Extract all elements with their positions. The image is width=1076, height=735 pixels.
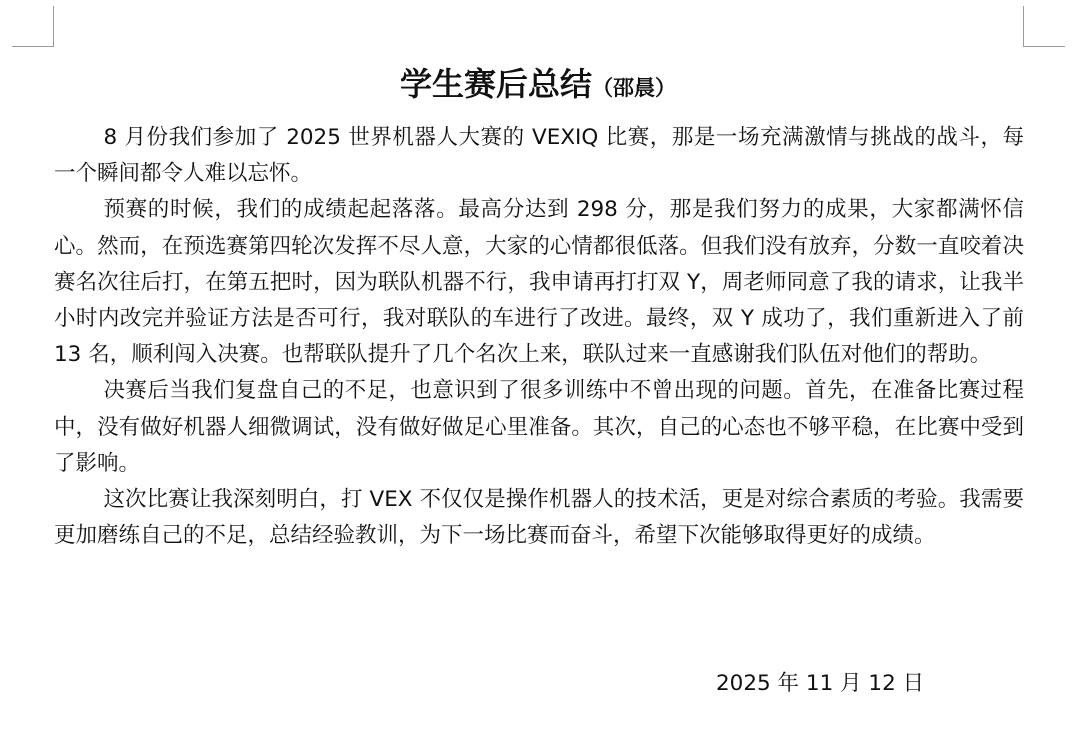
paragraph-2: 预赛的时候，我们的成绩起起落落。最高分达到 298 分，那是我们努力的成果，大家都满怀信心。然而，在预选赛第四轮次发挥不尽人意，大家的心情都很低落。但我们没有放弃，分数一直咬着决赛名次往后打，在第五把时，因为联队机器不行，我申请再打打双 Y，周老师同意了我的请求，让我半小时内改完并验证方法是否可行，我对联队的车进行了改进。最终，双 Y 成功了，我们重新进入了前 13 名，顺利闯入决赛。也帮联队提升了几个名次上来，联队过来一直感谢我们队伍对他们的帮助。 bbox=[54, 197, 1024, 368]
page-corner-mark-top-right bbox=[1023, 6, 1065, 47]
author-name: （邵晨） bbox=[592, 76, 676, 100]
paragraph-4: 这次比赛让我深刻明白，打 VEX 不仅仅是操作机器人的技术活，更是对综合素质的考验。我需要更加磨练自己的不足，总结经验教训，为下一场比赛而奋斗，希望下次能够取得更好的成绩。 bbox=[54, 487, 1024, 549]
document-date: 2025 年 11 月 12 日 bbox=[716, 671, 925, 696]
title-text: 学生赛后总结 bbox=[399, 65, 592, 103]
document-title bbox=[0, 62, 1076, 110]
paragraph-3: 决赛后当我们复盘自己的不足，也意识到了很多训练中不曾出现的问题。首先，在准备比赛过程中，没有做好机器人细微调试，没有做好做足心里准备。其次，自己的心态也不够平稳，在比赛中受到了影响。 bbox=[54, 378, 1024, 476]
paragraph-1: 8 月份我们参加了 2025 世界机器人大赛的 VEXIQ 比赛，那是一场充满激情与挑战的战斗，每一个瞬间都令人难以忘怀。 bbox=[54, 125, 1024, 187]
page-corner-mark-top-left bbox=[12, 6, 54, 47]
document-body bbox=[54, 120, 1024, 554]
